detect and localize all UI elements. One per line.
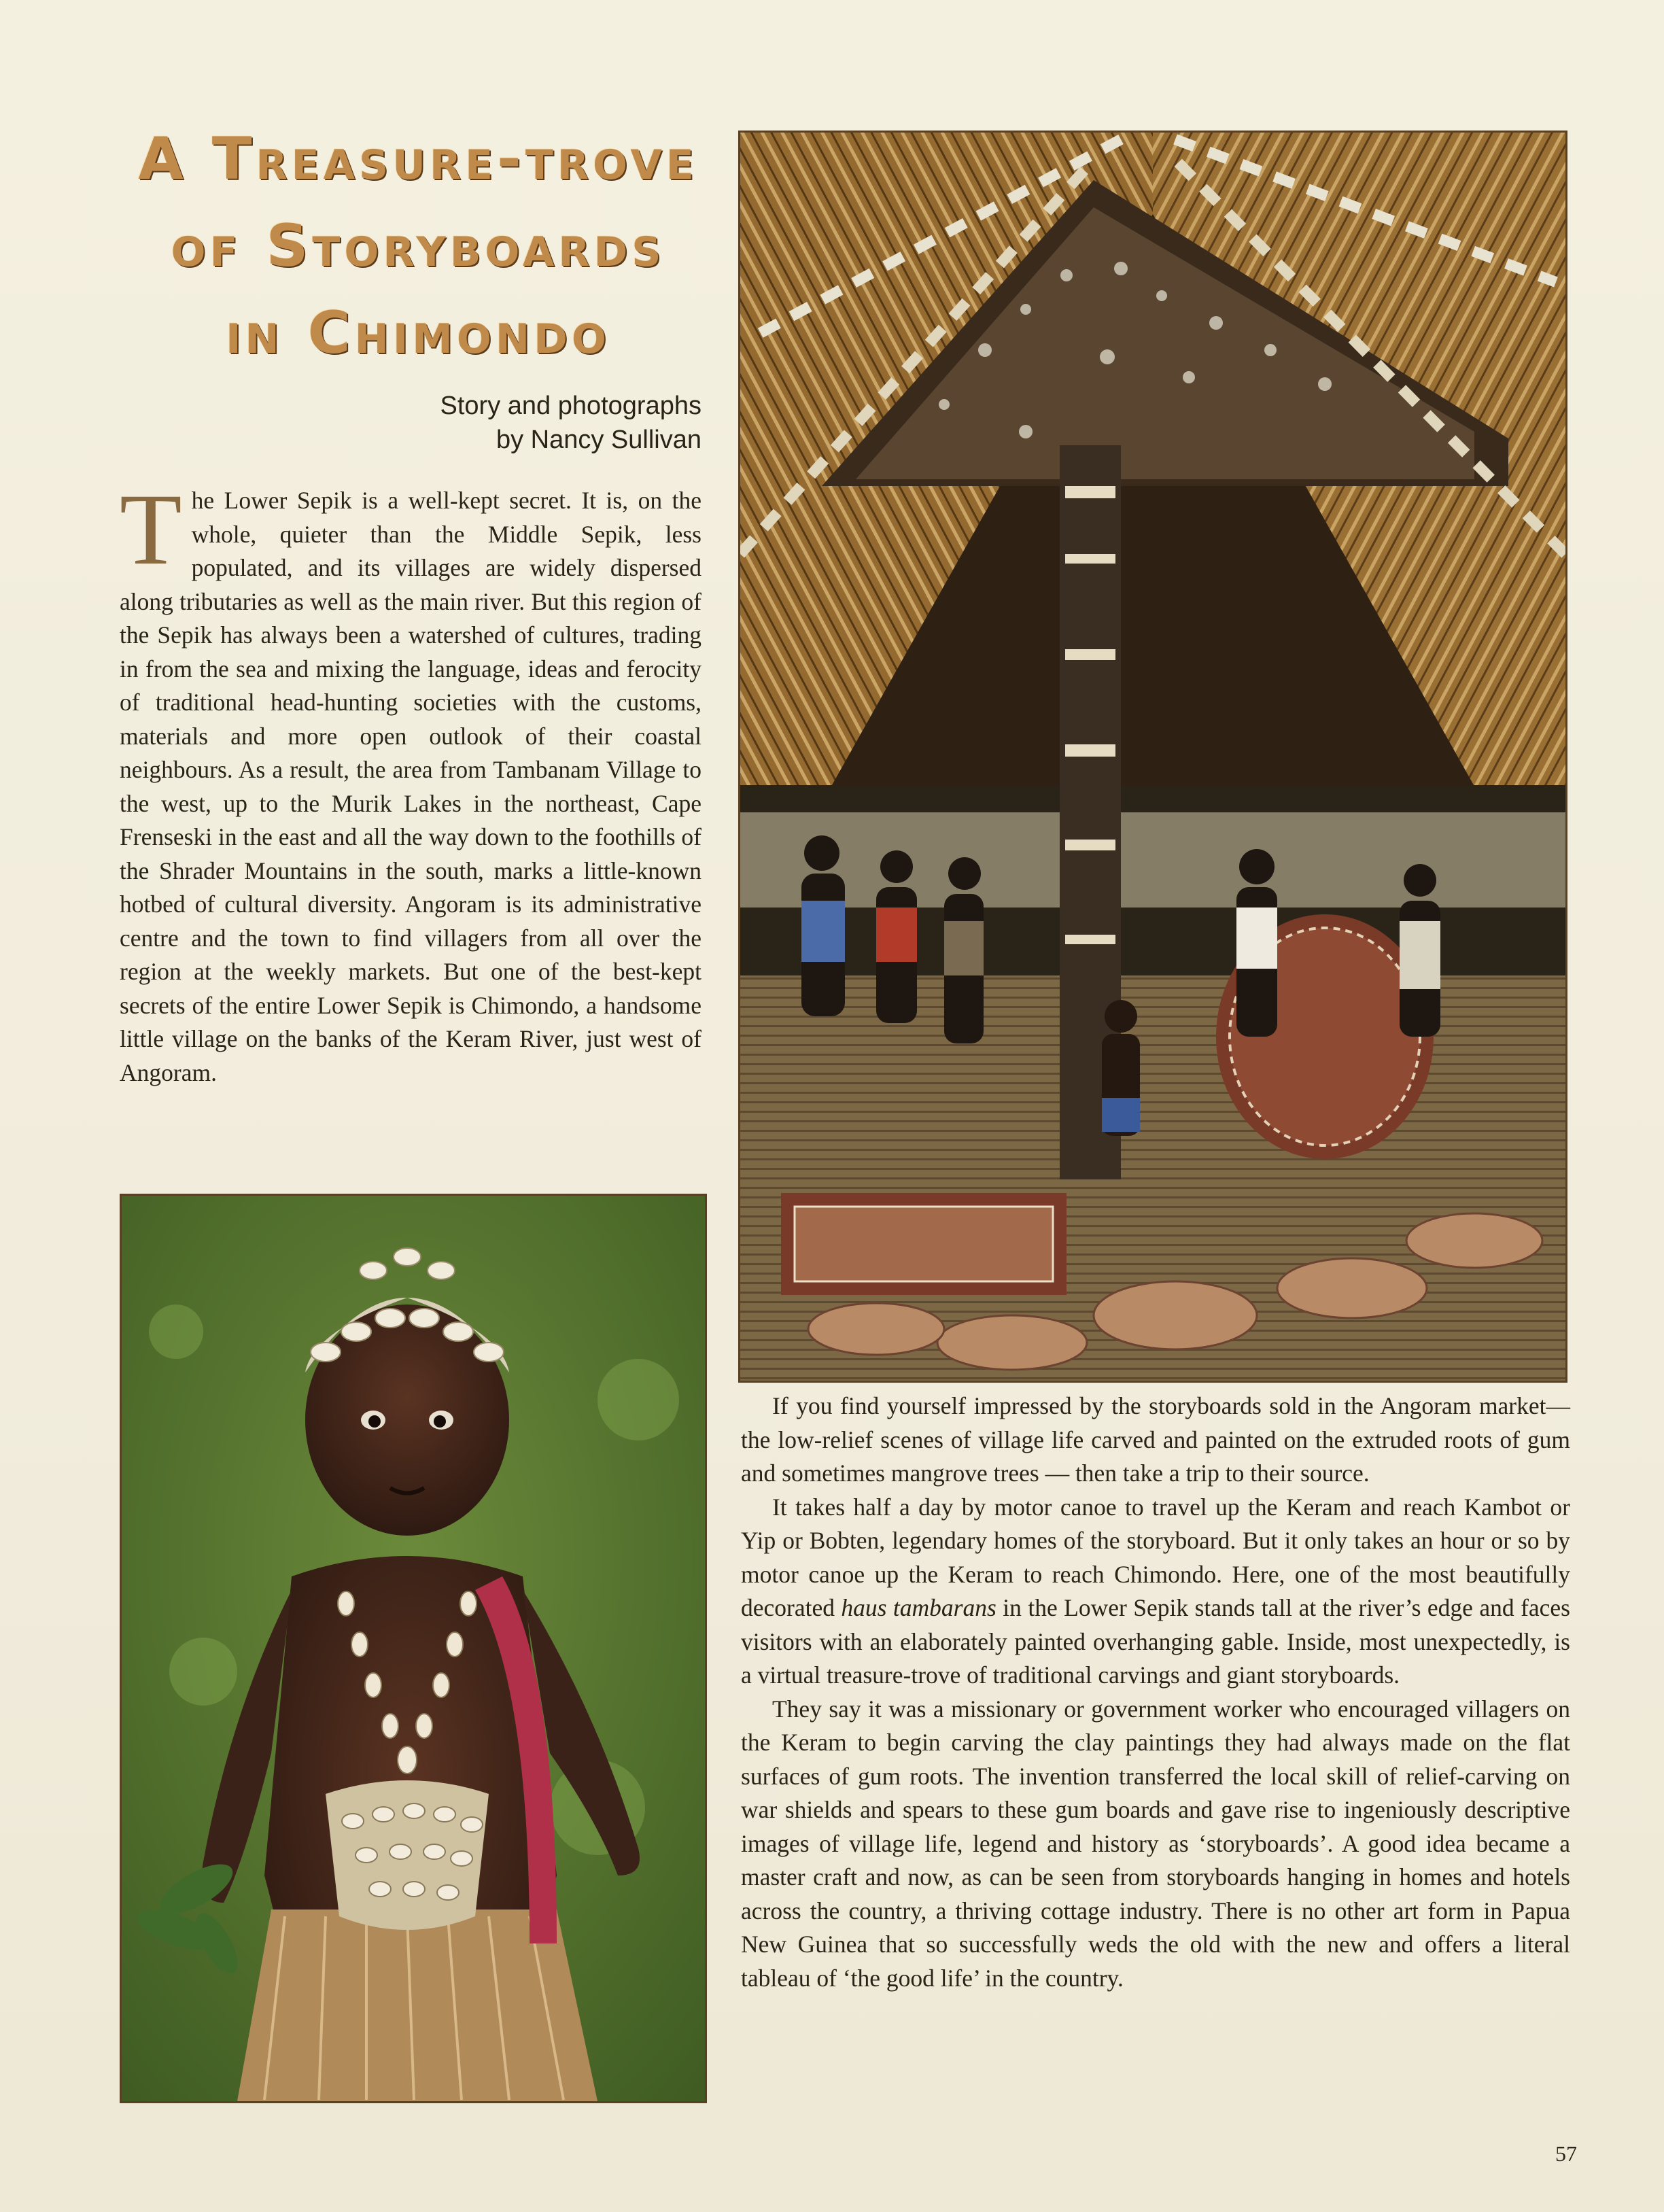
intro-paragraph [120, 473, 701, 1090]
paragraph-journey-start: It takes half a day by motor canoe to travel up the Keram and reach Kambot or Yip or Bobten, legendary homes of the storyboard. But it only takes an hour or so by motor canoe up the Keram to reach Chimondo. Here, one of the most beautifully decorated [741, 1493, 1570, 1621]
article-title [102, 116, 734, 377]
intro-column [120, 473, 701, 1090]
haus-tambaran-illustration [740, 133, 1565, 1381]
intro-text: he Lower Sepik is a well-kept secret. It is, on the whole, quieter than the Middle Sepik, less populated, and its villages are widely dispersed along tributaries as well as the main river. But this region of the Sepik has always been a watershed of cultures, trading in from the sea and mixing the language, ideas and ferocity of traditional head-hunting societies with the customs, materials and more open outlook of their coastal neighbours. As a result, the area from Tambanam Village to the west, up to the Murik Lakes in the northeast, Cape Frenseski in the east and all the way down to the foothills of the Shrader Mountains in the south, marks a little-known hotbed of cultural diversity. Angoram is its administrative centre and the town to find villagers from all over the region at the weekly markets. But one of the best-kept secrets of the entire Lower Sepik is Chimondo, a handsome little village on the banks of the Keram River, just west of Angoram. [120, 487, 701, 1086]
paragraph-history: They say it was a missionary or government worker who encouraged villagers on the Keram to begin carving the clay paintings they had always made on the flat surfaces of gum roots. The invention transferred the local skill of relief-carving on war shields and spears to these gum boards and gave rise to ingeniously descriptive images of village life, legend and history as ‘storyboards’. A good idea became a master craft and now, as can be seen from storyboards hanging in homes and hotels across the country, a thriving cottage industry. There is no other art form in Papua New Guinea that so successfully weds the old with the new and offers a literal tableau of ‘the good life’ in the country. [741, 1695, 1570, 1992]
child-portrait-illustration [122, 1196, 705, 2101]
paragraph-journey-end: in the Lower Sepik stands tall at the river’s edge and faces visitors with an elaborately painted overhanging gable. Inside, most unexpectedly, is a virtual treasure-trove of traditional carvings and giant storyboards. [741, 1594, 1570, 1689]
paragraph-storyboards-market: If you find yourself impressed by the storyboards sold in the Angoram market—the low-relief scenes of village life carved and painted on the extruded roots of gum and sometimes mangrove trees — then take a trip to their source. [741, 1392, 1570, 1487]
title-line-1: A Treasure-trove [138, 125, 698, 193]
drop-cap: T [120, 473, 182, 586]
haus-tambarans-term: haus tambarans [841, 1594, 996, 1621]
title-line-3: in Chimondo [226, 299, 610, 367]
paragraph-journey [741, 1491, 1570, 1693]
page-number: 57 [1555, 2141, 1577, 2166]
title-line-2: of Storyboards [171, 212, 665, 280]
byline-line-2: by Nancy Sullivan [496, 426, 701, 454]
child-portrait-photo [120, 1194, 707, 2103]
byline [340, 389, 701, 457]
main-column [741, 1389, 1570, 1995]
haus-tambaran-photo [738, 131, 1567, 1383]
byline-line-1: Story and photographs [440, 392, 701, 420]
